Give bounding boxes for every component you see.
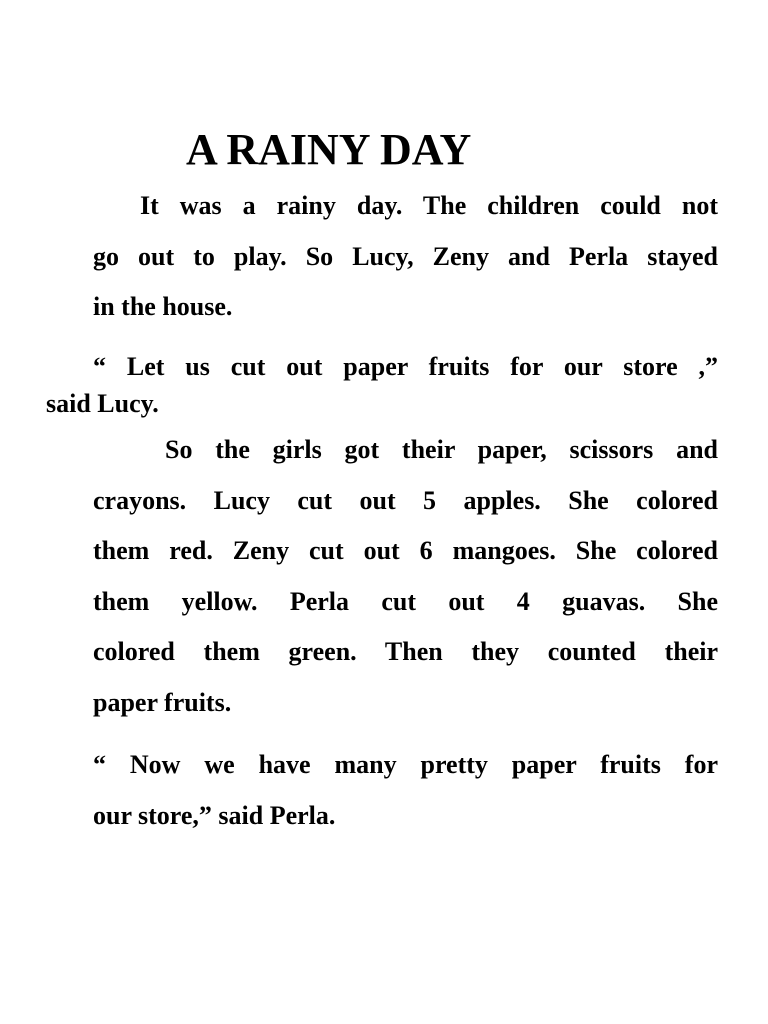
story-title: A RAINY DAY	[186, 125, 472, 174]
paragraph-4	[93, 740, 718, 841]
paragraph-1	[93, 181, 718, 333]
paragraph-line: “ Now we have many pretty paper fruits for	[93, 750, 718, 779]
paragraph-3	[93, 425, 718, 728]
paragraph-line: our store,” said Perla.	[93, 800, 336, 830]
paragraph-line: them red. Zeny cut out 6 mangoes. She colored	[93, 536, 718, 565]
paragraph-line: in the house.	[93, 292, 233, 321]
paragraph-line: go out to play. So Lucy, Zeny and Perla stayed	[93, 241, 718, 271]
paragraph-line: colored them green. Then they counted their	[93, 637, 718, 666]
paragraph-line: crayons. Lucy cut out 5 apples. She colored	[93, 485, 718, 515]
paragraph-line: So the girls got their paper, scissors and	[165, 435, 718, 464]
paragraph-line: them yellow. Perla cut out 4 guavas. She	[93, 586, 718, 616]
paragraph-line: said Lucy.	[46, 389, 159, 418]
paragraph-2	[46, 348, 718, 422]
paragraph-line: “ Let us cut out paper fruits for our store ,”	[93, 352, 718, 381]
paragraph-line: paper fruits.	[93, 687, 232, 717]
paragraph-line: It was a rainy day. The children could not	[140, 191, 718, 220]
